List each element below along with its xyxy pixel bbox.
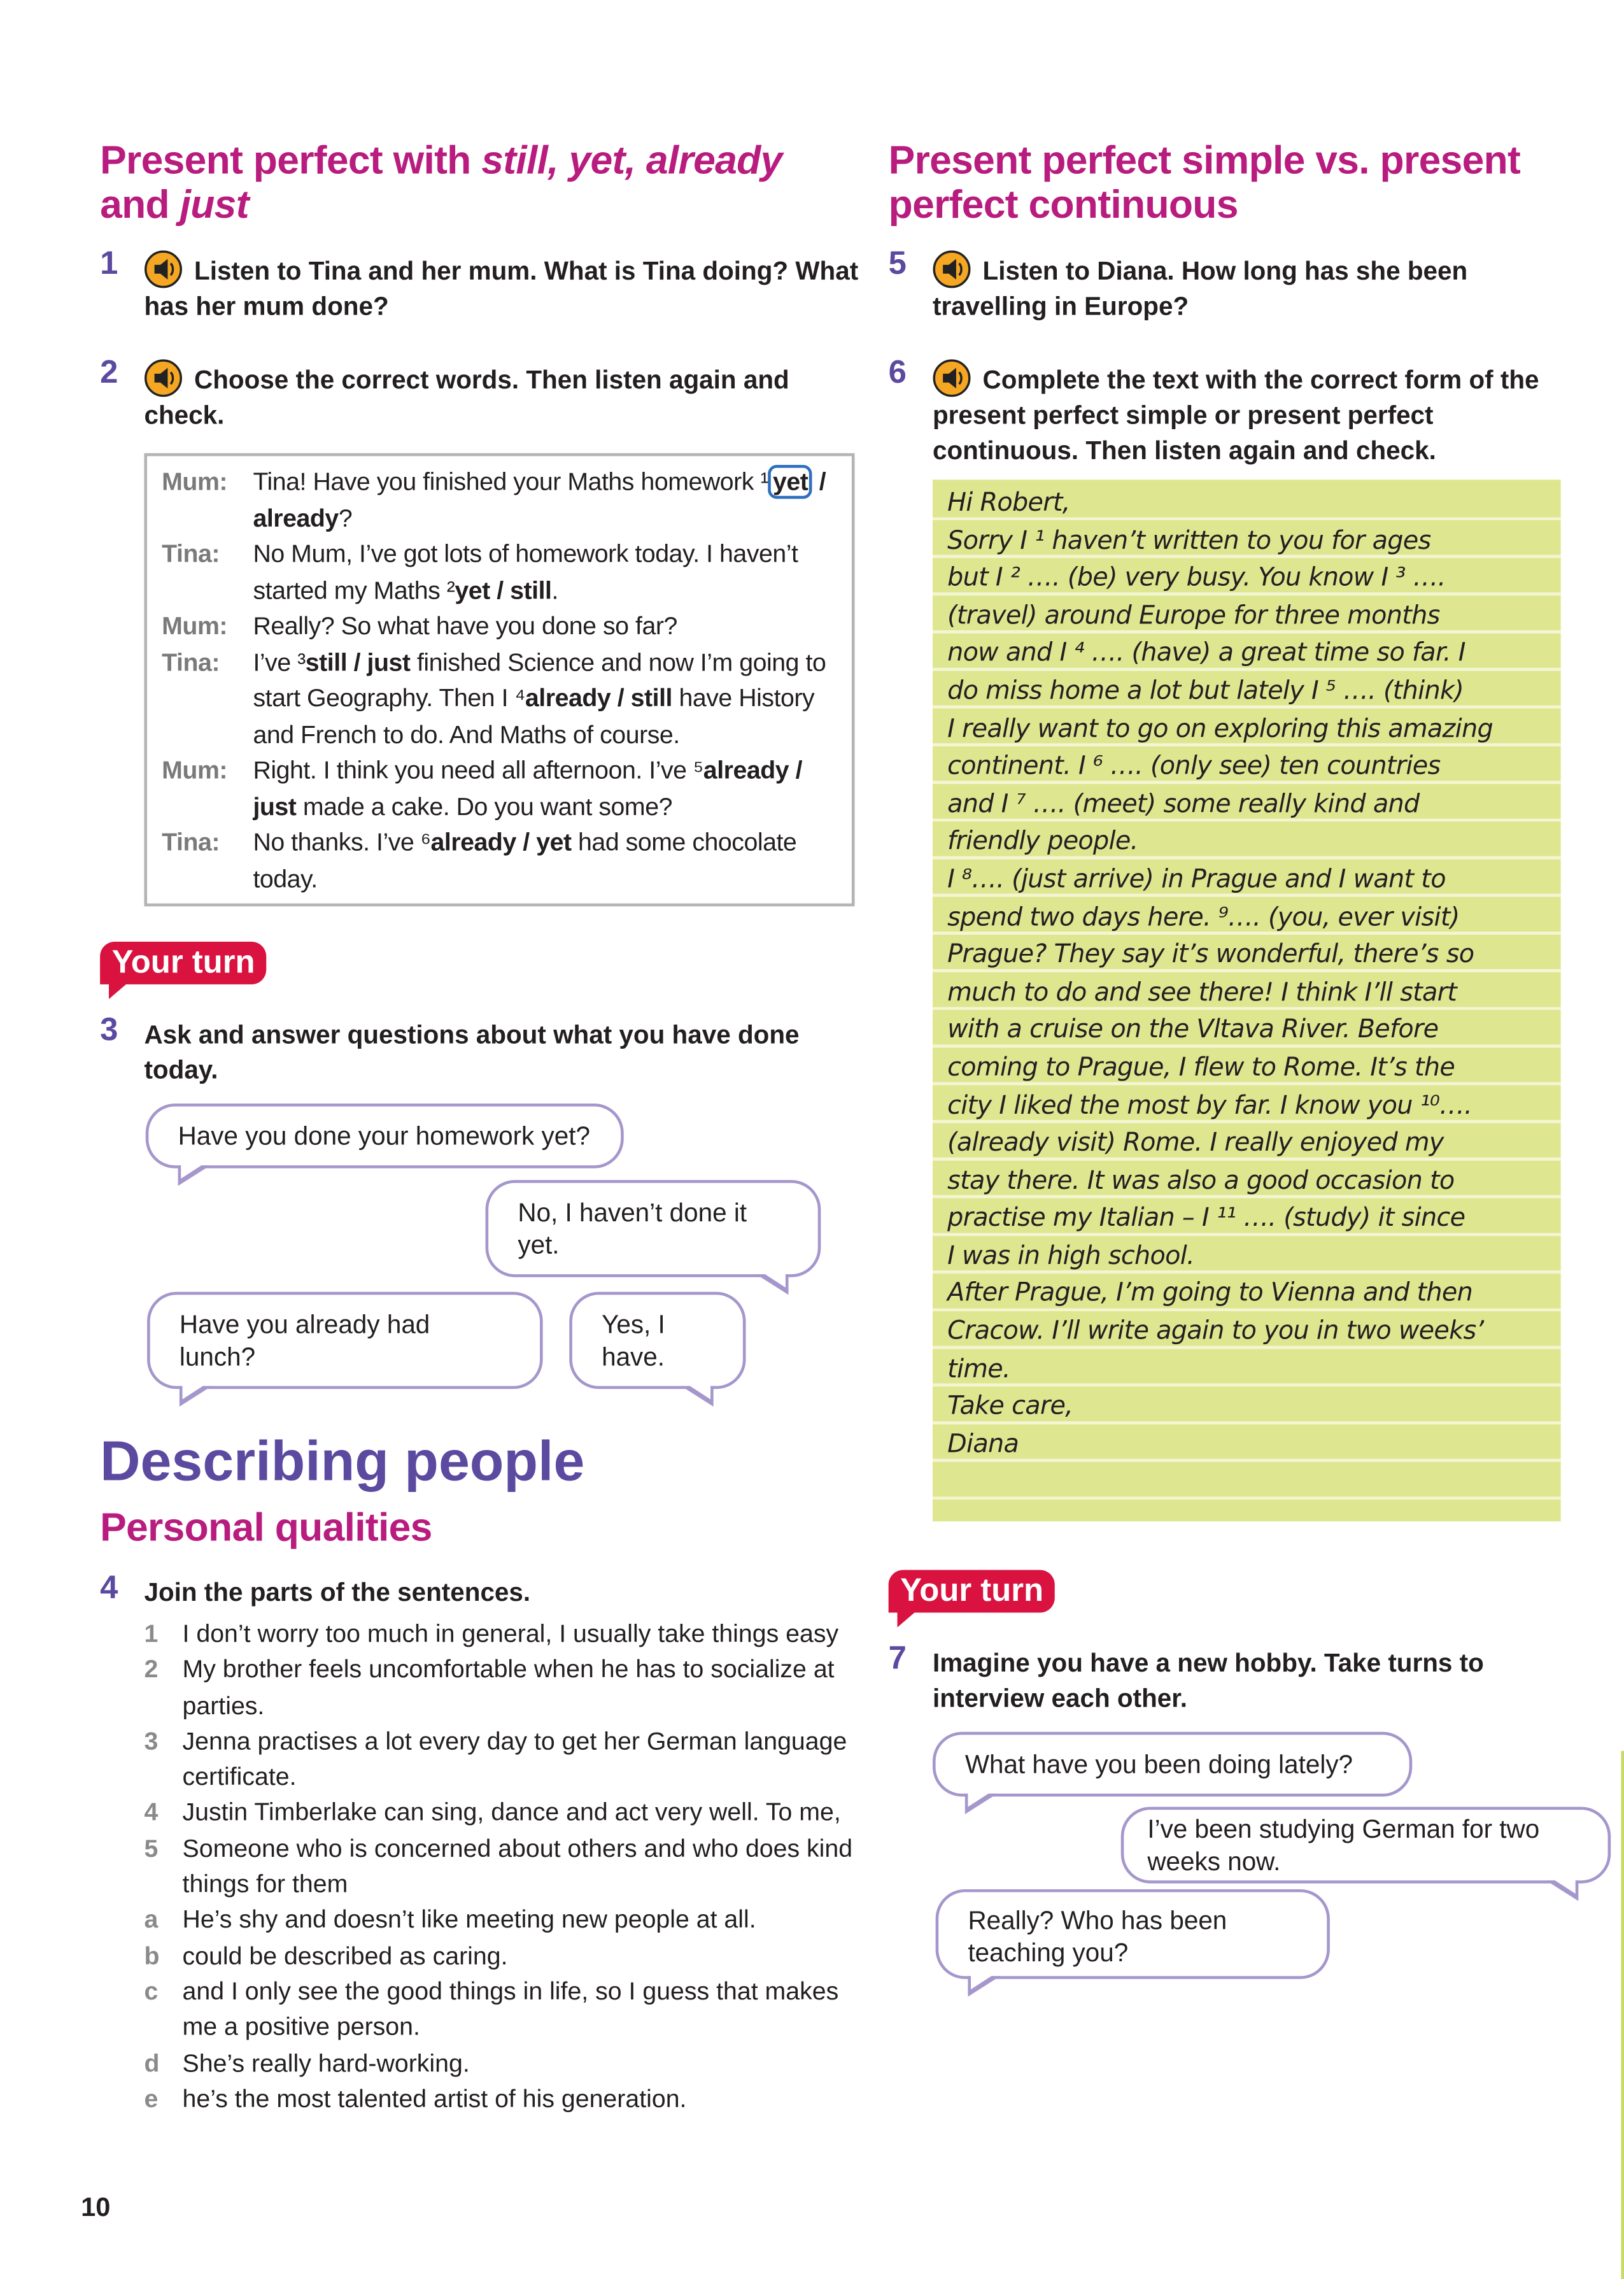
speech-bubble [933,1732,1412,1797]
letter-line: continent. I ⁶ …. (only see) ten countries [947,752,1441,782]
letter-line: friendly people. [947,827,1138,857]
letter-line: stay there. It was also a good occasion to [947,1166,1455,1196]
bubble-text: What have you been doing lately? [964,1749,1353,1779]
text-segment: No thanks. I’ve ⁶ [253,828,431,856]
exercise-number: 2 [100,353,118,390]
speaker-label: Tina: [162,648,220,676]
dialogue-line [162,753,837,825]
item-text: Jenna practises a lot every day to get her German language certificate. [182,1727,847,1791]
speaker-label: Mum: [162,756,228,785]
speaker-label: Tina: [162,540,220,568]
exercise-instruction: Imagine you have a new hobby. Take turns to interview each other. [932,1647,1484,1713]
letter-line: but I ² …. (be) very busy. You know I ³ …. [947,564,1446,593]
speech-bubble [569,1292,745,1389]
speaker-label: Mum: [162,467,228,496]
dialogue-text [253,825,837,897]
dialogue-line [162,537,837,609]
exercise-instruction: Join the parts of the sentences. [144,1577,531,1607]
exercise-5 [888,244,1565,324]
bubble-tail [178,1165,211,1186]
text-segment: and [100,182,180,227]
exercise-instruction: Complete the text with the correct form of the present perfect simple or present perfect continuous. Then listen again and check. [932,365,1539,465]
text-segment: already / still [525,684,672,713]
item-key: c [144,1977,159,2006]
item-key: e [144,2084,159,2113]
item-text: She’s really hard-working. [182,2048,470,2077]
exercise-instruction: Listen to Diana. How long has she been travelling in Europe? [932,256,1468,321]
item-key: 5 [144,1834,159,1863]
text-segment: Really? So what have you done so far? [253,612,677,641]
dialogue-box [144,453,854,907]
text-segment: . [551,576,558,604]
sentence-parts-list [144,1617,873,2117]
list-item [144,1796,873,1831]
letter-line: Take care, [947,1392,1073,1422]
item-text: and I only see the good things in life, so I guess that makes me a positive person. [182,1977,839,2041]
exercise-7 [888,1639,1580,1715]
bubble-tail [756,1274,789,1295]
exercise-number: 6 [888,353,907,390]
text-segment: ¹ [760,467,769,496]
dialogue-line [162,825,837,897]
exercise-4 [100,1568,835,1609]
text-segment: still / just [305,648,411,676]
bubble-text: Yes, I have. [602,1309,665,1372]
page-edge-rule [1621,1751,1624,2279]
exercise-1 [100,244,865,324]
dialogue-text [253,753,837,825]
letter-line: Sorry I ¹ haven’t written to you for ages [947,526,1431,556]
bubble-tail [965,1794,998,1814]
dialogue-text [253,465,837,537]
letter-line: time. [947,1354,1010,1384]
item-text: could be described as caring. [182,1942,508,1970]
speaker-label: Tina: [162,828,220,856]
exercise-number: 1 [100,244,118,281]
letter-line: (travel) around Europe for three months [947,601,1440,631]
letter-line: Hi Robert, [947,488,1070,518]
list-item [144,1831,873,1903]
letter-line: Diana [947,1430,1019,1459]
speech-bubble [146,1104,624,1168]
item-key: 3 [144,1727,159,1756]
list-item [144,1903,873,1939]
letter-line: I was in high school. [947,1241,1194,1272]
bubble-text: I’ve been studying German for two weeks now. [1147,1814,1540,1877]
bubble-text: Have you already had lunch? [179,1309,430,1372]
dialogue-line [162,609,837,646]
exercise-instruction: Ask and answer questions about what you have done today. [144,1019,800,1084]
text-segment: already / just [253,756,803,821]
exercise-3 [100,1011,835,1088]
dialogue-text [253,537,837,609]
letter-line: I ⁸…. (just arrive) in Prague and I want to [947,865,1446,895]
audio-speaker-icon[interactable] [144,359,182,397]
exercise-number: 4 [100,1568,118,1605]
bubble-text: Have you done your homework yet? [178,1121,590,1151]
item-key: 2 [144,1656,159,1684]
bubble-tail [1546,1880,1579,1901]
dialogue-text [253,609,837,646]
letter-line: I really want to go on exploring this amazing [947,714,1493,744]
text-segment: finished Science and now I’m going to start Geography. Then I ⁴ [253,648,826,713]
item-key: 1 [144,1620,159,1648]
item-text: I don’t worry too much in general, I usually take things easy [182,1620,839,1648]
exercise-number: 5 [888,244,907,281]
item-text: Justin Timberlake can sing, dance and act very well. To me, [182,1798,841,1827]
item-text: My brother feels uncomfortable when he has to socialize at parties. [182,1656,835,1720]
letter-line: with a cruise on the Vltava River. Before [947,1016,1439,1046]
text-segment: ? [338,504,353,532]
exercise-instruction: Choose the correct words. Then listen again and check. [144,365,789,430]
letter-line: (already visit) Rome. I really enjoyed my [947,1128,1444,1158]
bubble-text: No, I haven’t done it yet. [518,1197,747,1260]
bubble-text: Really? Who has been teaching you? [968,1905,1227,1968]
bubble-tail [968,1976,1000,1996]
audio-speaker-icon[interactable] [933,250,971,288]
audio-speaker-icon[interactable] [933,359,971,397]
letter-line: city I liked the most by far. I know you ¹⁰…. [947,1091,1472,1121]
dialogue-line [162,645,837,753]
exercise-number: 3 [100,1011,118,1048]
your-turn-badge: Your turn [100,942,267,984]
item-key: a [144,1906,159,1935]
speech-bubble [486,1180,821,1277]
letter-line: After Prague, I’m going to Vienna and then [947,1279,1473,1309]
speech-bubble [936,1889,1330,1979]
section-title: Describing people [100,1431,585,1494]
list-item [144,1975,873,2046]
list-item [144,1939,873,1975]
right-section-title [889,138,1580,227]
exercise-number: 7 [888,1639,907,1676]
text-segment: already / yet [430,828,572,856]
dialogue-line [162,465,837,537]
list-item [144,1724,873,1796]
text-segment: made a cake. Do you want some? [296,792,672,821]
text-segment: yet / still [455,576,552,604]
text-segment: / already [253,467,826,532]
item-key: d [144,2048,160,2077]
page-number: 10 [81,2192,111,2222]
text-segment: I’ve ³ [253,648,306,676]
letter-line: coming to Prague, I flew to Rome. It’s the [947,1053,1455,1083]
item-text: he’s the most talented artist of his generation. [182,2084,687,2113]
letter-line: do miss home a lot but lately I ⁵ …. (think) [947,676,1464,707]
letter-line: Cracow. I’ll write again to you in two weeks’ [947,1317,1484,1347]
exercise-6 [888,353,1580,468]
speaker-label: Mum: [162,612,228,641]
circled-answer: yet [768,465,812,499]
dialogue-text [253,645,837,753]
left-section-title [100,138,835,227]
item-key: 4 [144,1798,159,1827]
section-subtitle: Personal qualities [100,1505,432,1550]
exercise-instruction: Listen to Tina and her mum. What is Tina doing? What has her mum done? [144,256,859,321]
letter-line: and I ⁷ …. (meet) some really kind and [947,790,1420,820]
audio-speaker-icon[interactable] [144,250,182,288]
letter-line: much to do and see there! I think I’ll start [947,977,1457,1008]
item-text: Someone who is concerned about others and who does kind things for them [182,1834,853,1898]
letter-line: practise my Italian – I ¹¹ …. (study) it since [947,1203,1465,1234]
exercise-2 [100,353,865,433]
list-item [144,1617,873,1652]
text-segment: No Mum, I’ve got lots of homework today. I haven’t started my Maths ² [253,540,798,604]
list-item [144,1653,873,1724]
text-segment: had some chocolate today. [253,828,797,893]
text-segment: Present perfect with [100,138,482,183]
item-key: b [144,1942,160,1970]
speech-bubble [1121,1807,1611,1884]
letter-line: Prague? They say it’s wonderful, there’s so [947,940,1474,970]
bubble-tail [180,1386,212,1407]
text-segment: Right. I think you need all afternoon. I’ve ⁵ [253,756,703,785]
text-segment: just [180,182,249,227]
letter-line: now and I ⁴ …. (have) a great time so far. I [947,639,1465,669]
text-segment: Present perfect simple vs. present perfect continuous [888,138,1521,227]
text-segment: still, yet, already [481,138,782,183]
list-item [144,2082,873,2117]
text-segment: have History and French to do. And Maths of course. [253,684,815,748]
speech-bubble [147,1292,543,1389]
list-item [144,2046,873,2082]
item-text: He’s shy and doesn’t like meeting new people at all. [182,1906,756,1935]
bubble-tail [681,1386,714,1407]
handwritten-letter [933,479,1561,1521]
text-segment: Tina! Have you finished your Maths homework [253,467,761,496]
letter-line: spend two days here. ⁹…. (you, ever visit) [947,902,1460,932]
your-turn-badge: Your turn [889,1570,1056,1613]
